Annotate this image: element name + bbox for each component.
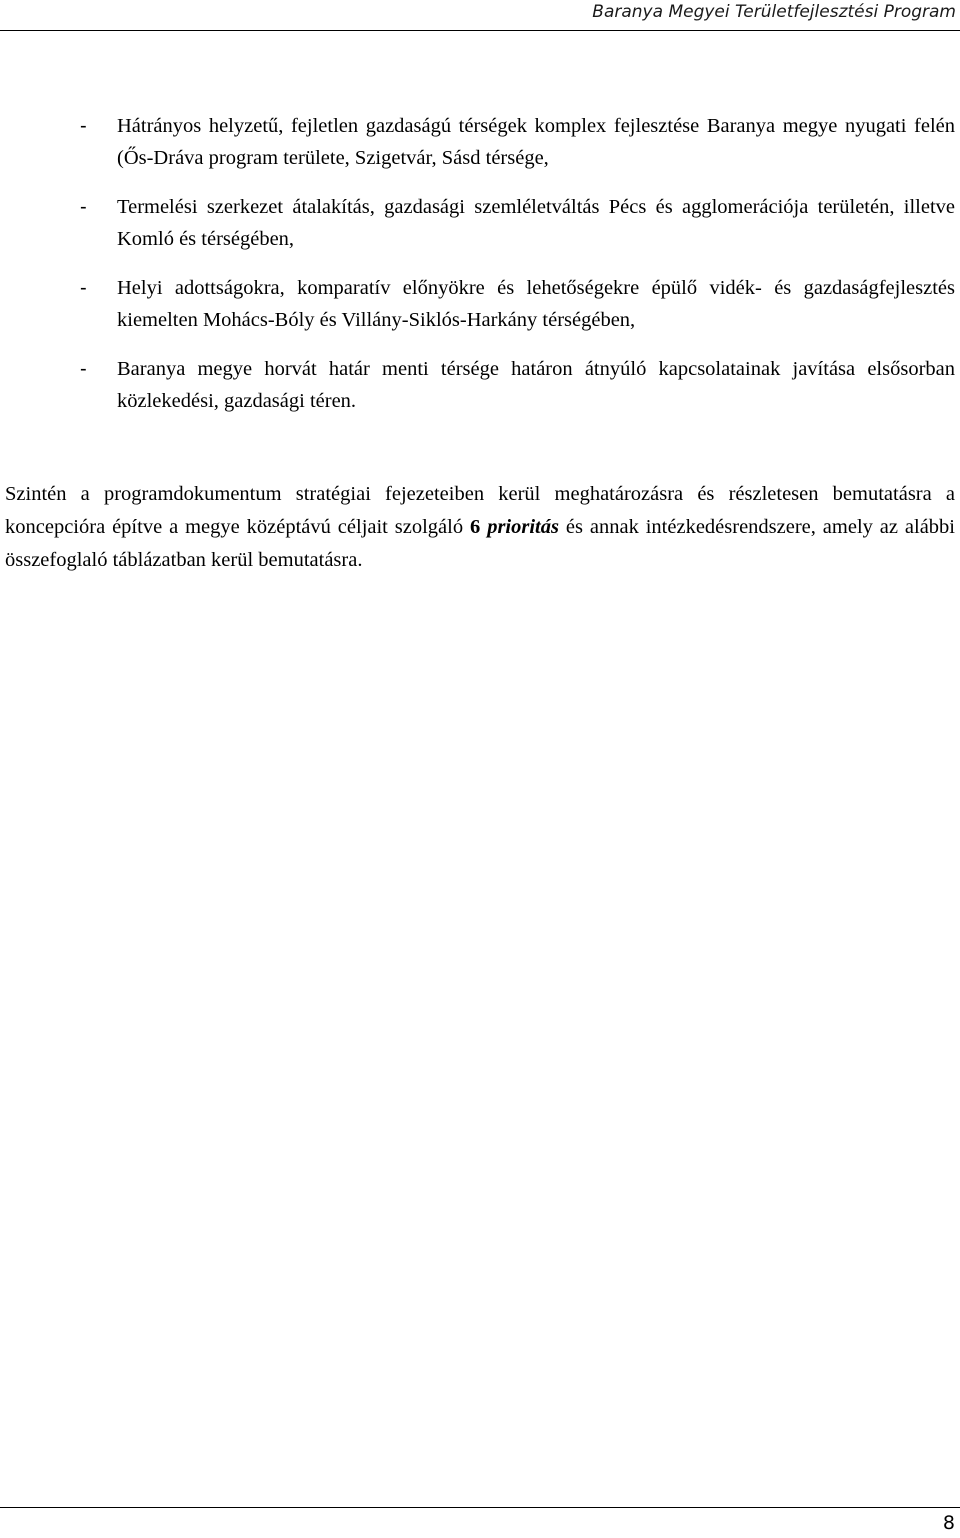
bullet-dash: -: [80, 115, 87, 137]
bullet-dash: -: [80, 196, 87, 218]
body-paragraph: [5, 478, 955, 577]
paragraph-text-start: Szintén a programdokumentum stratégiai fejezeteiben kerül meghatározásra és részletesen bemutatásra a koncepcióra építve a megye középtávú céljait szolgáló: [5, 483, 955, 538]
page-footer: [0, 1507, 960, 1538]
bullet-text: Helyi adottságokra, komparatív előnyökre és lehetőségekre épülő vidék- és gazdaságfejlesztés kiemelten Mohács-Bóly és Villány-Siklós-Harkány térségében,: [117, 277, 955, 331]
paragraph-text-end: és annak intézkedésrendszere, amely az alábbi összefoglaló táblázatban kerül bemutatásra.: [5, 516, 955, 571]
list-item: [0, 110, 960, 174]
priority-term: prioritás: [487, 516, 559, 538]
bullet-dash: -: [80, 277, 87, 299]
header-title: Baranya Megyei Területfejlesztési Program: [592, 2, 956, 22]
priority-count: 6: [470, 516, 481, 538]
list-item: [0, 272, 960, 336]
bullet-dash: -: [80, 358, 87, 380]
bullet-text: Baranya megye horvát határ menti térsége határon átnyúló kapcsolatainak javítása elsősorban közlekedési, gazdasági téren.: [117, 358, 955, 412]
bullet-list: [0, 110, 960, 434]
bullet-text: Hátrányos helyzetű, fejletlen gazdaságú térségek komplex fejlesztése Baranya megye nyugati felén (Ős-Dráva program területe, Szigetvár, Sásd térsége,: [117, 115, 955, 169]
page-number: 8: [942, 1512, 955, 1534]
list-item: [0, 191, 960, 255]
list-item: [0, 353, 960, 417]
page-header: [0, 0, 960, 31]
bullet-text: Termelési szerkezet átalakítás, gazdasági szemléletváltás Pécs és agglomerációja területén, illetve Komló és térségében,: [117, 196, 955, 250]
